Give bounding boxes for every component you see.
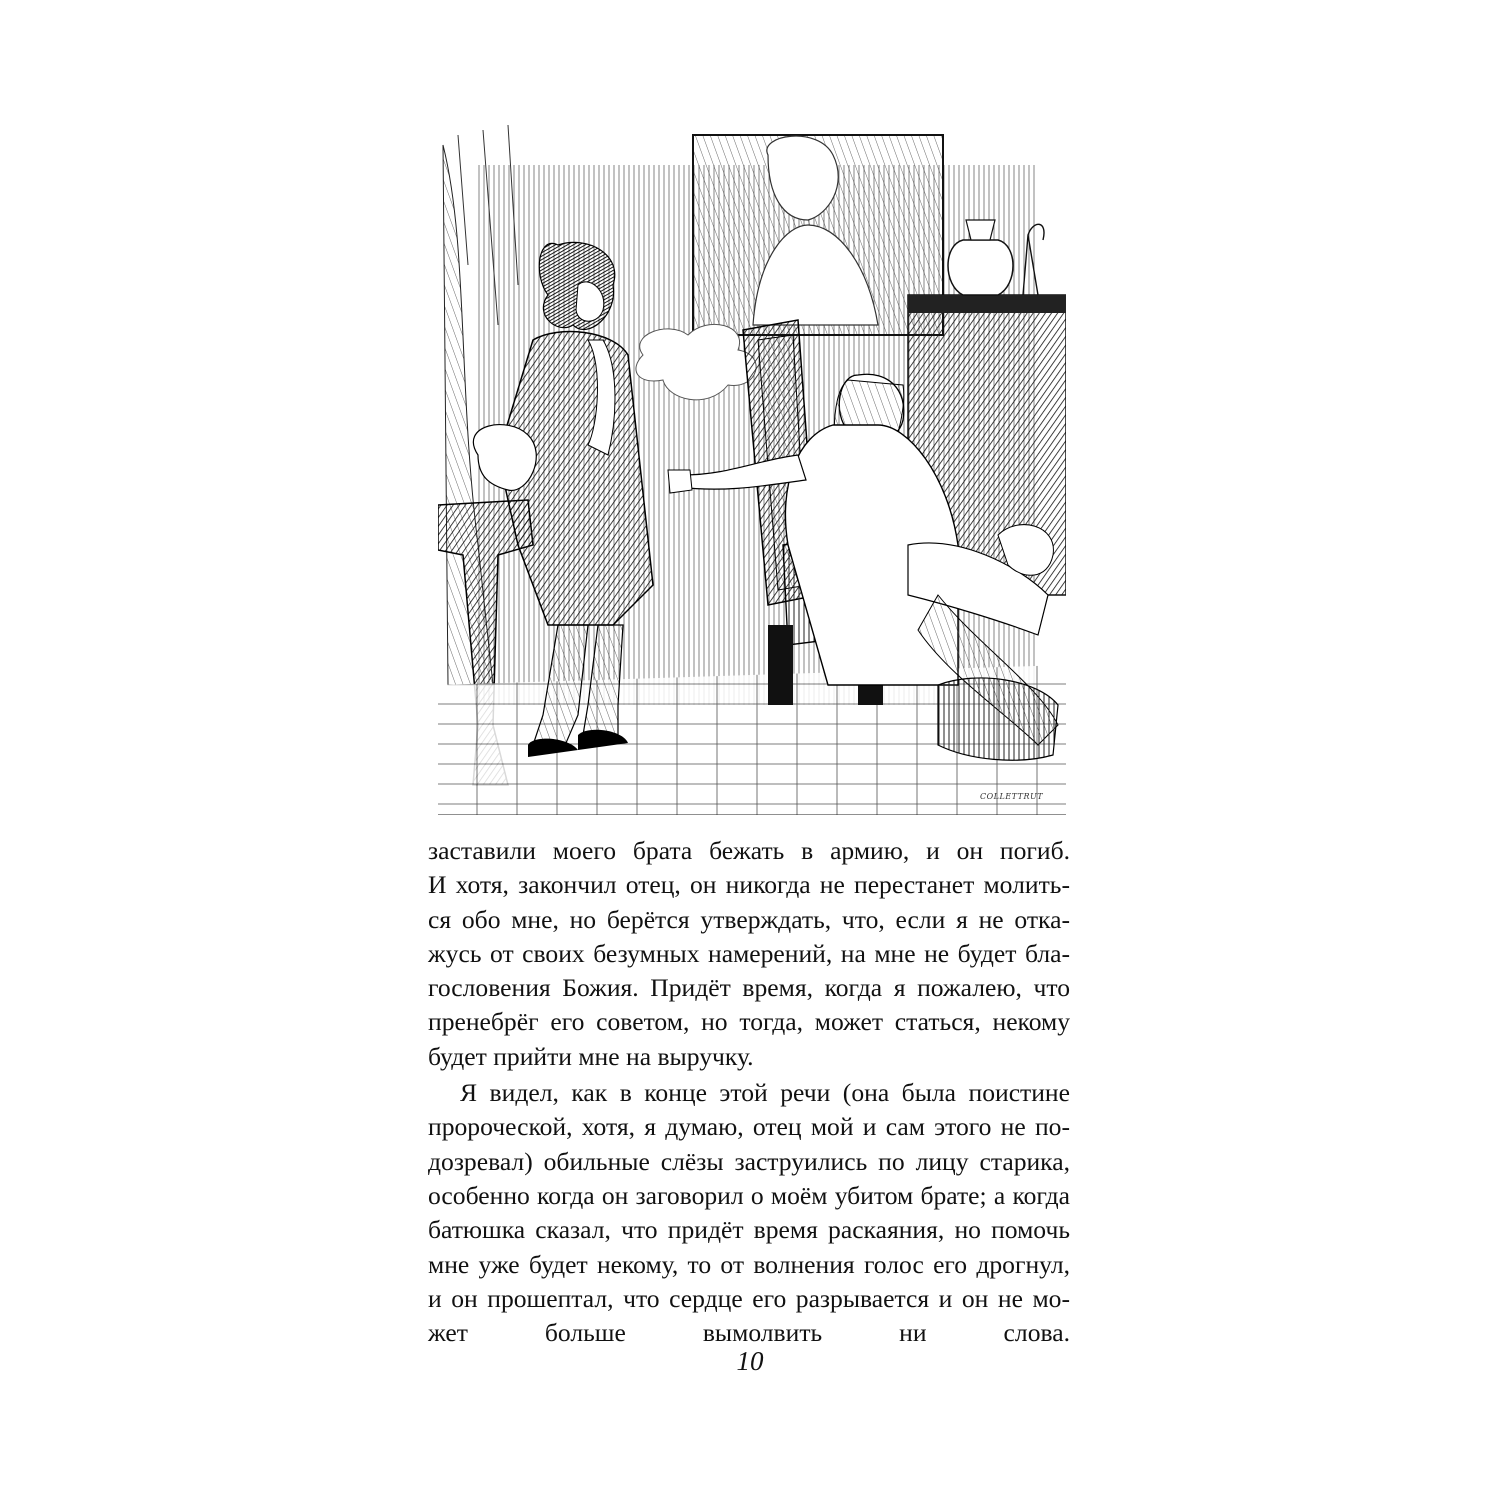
paragraph-2 — [428, 1076, 1070, 1385]
text-line: жет больше вымолвить ни слова. — [428, 1318, 1070, 1348]
text-line: жусь от своих безумных намерений, на мне не будет бла- — [428, 938, 1070, 968]
text-line: ся обо мне, но берётся утверждать, что, если я не отка- — [428, 904, 1070, 934]
text-line: особенно когда он заговорил о моём убитом брате; а когда — [428, 1180, 1070, 1210]
text-line: мне уже будет некому, то от волнения голос его дрогнул, — [428, 1249, 1070, 1279]
text-line: И хотя, закончил отец, он никогда не перестанет молить- — [428, 870, 1070, 900]
body-text — [428, 834, 1070, 1385]
engraving-drawing — [438, 125, 1066, 815]
artist-signature: COLLETTRUT — [980, 792, 1044, 801]
text-line: дозревал) обильные слёзы заструились по лицу старика, — [428, 1146, 1070, 1176]
text-line: пророческой, хотя, я думаю, отец мой и сам этого не по- — [428, 1112, 1070, 1142]
text-line: пренебрёг его советом, но тогда, может статься, некому — [428, 1007, 1070, 1037]
text-line: батюшка сказал, что придёт время раскаяния, но помочь — [428, 1215, 1070, 1245]
text-line: будет прийти мне на выручку. — [428, 1041, 754, 1071]
text-line: гословения Божия. Придёт время, когда я пожалею, что — [428, 973, 1070, 1003]
engraving-illustration — [438, 125, 1066, 815]
page-number: 10 — [736, 1346, 764, 1376]
text-line: и он прошептал, что сердце его разрывается и он не мо- — [428, 1283, 1070, 1313]
text-line: заставили моего брата бежать в армию, и он погиб. — [428, 836, 1070, 865]
paragraph-1 — [428, 834, 1070, 1074]
text-line: Я видел, как в конце этой речи (она была поистине — [460, 1078, 1070, 1108]
